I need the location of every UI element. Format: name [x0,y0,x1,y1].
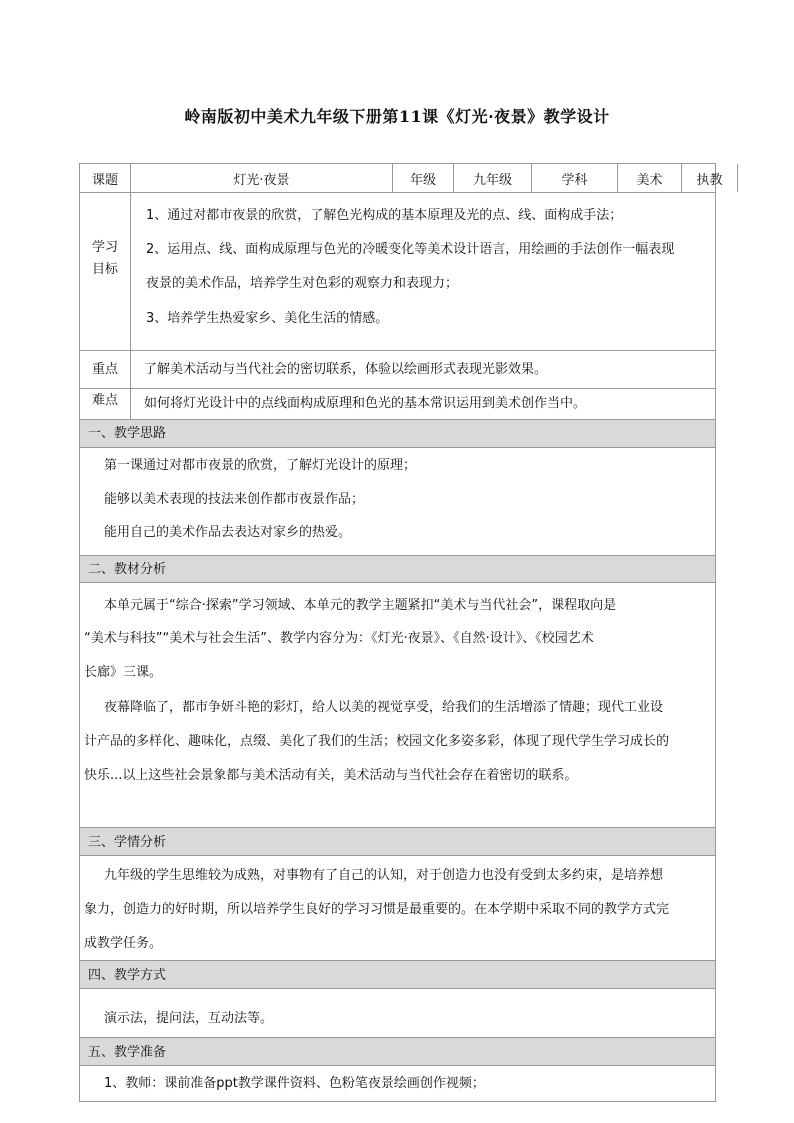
difficulty-label: 难点 [91,393,118,408]
section-2-line-3: 长廊》三课。 [84,665,163,680]
section-5-line-1: 1、教师：课前准备ppt教学课件资料、色粉笔夜景绘画创作视频； [104,1076,485,1091]
section-4-title: 四、教学方式 [88,968,167,983]
section-3-header [80,828,715,856]
section-3-title: 三、学情分析 [88,835,167,850]
key-point-label: 重点 [91,362,118,377]
section-1-line-2: 能够以美术表现的技法来创作都市夜景作品； [104,492,365,507]
document-title: 岭南版初中美术九年级下册第11课《灯光·夜景》教学设计 [184,107,610,126]
objectives-row [80,193,715,351]
section-1-line-1: 第一课通过对都市夜景的欣赏，了解灯光设计的原理； [104,458,417,473]
objective-2-cont: 夜景的美术作品，培养学生对色彩的观察力和表现力； [146,276,459,291]
key-point-row [80,351,715,389]
header-row [80,164,723,193]
section-4-line-1: 演示法，提问法，互动法等。 [104,1011,274,1026]
section-4-header [80,961,715,989]
section-2-line-5: 计产品的多样化、趣味化，点缀、美化了我们的生活；校园文化多姿多彩，体现了现代学生学习成长的 [84,734,670,749]
section-1-header [80,420,715,448]
subject-value: 美术 [618,164,682,192]
section-3-body [80,856,715,961]
key-point-text: 了解美术活动与当代社会的密切联系，体验以绘画形式表现光影效果。 [144,362,548,377]
section-2-line-2: “美术与科技”“美术与社会生活”、教学内容分为：《灯光·夜景》、《自然·设计》、《校园艺术 [84,631,594,646]
grade-value: 九年级 [454,164,532,192]
objective-3: 3、培养学生热爱家乡、美化生活的情感。 [146,311,389,326]
objectives-label: 学习 目标 [91,240,118,277]
section-4-body [80,989,715,1038]
section-5-header [80,1038,715,1066]
section-2-title: 二、教材分析 [88,562,167,577]
section-2-body [80,583,715,828]
course-label: 课题 [80,164,131,192]
section-3-line-2: 象力，创造力的好时期，所以培养学生良好的学习习惯是最重要的。在本学期中采取不同的教学方式完 [84,902,670,917]
section-1-title: 一、教学思路 [88,426,167,441]
lesson-plan-table [79,163,723,1102]
section-5-body [80,1066,715,1101]
section-3-line-3: 成教学任务。 [84,936,163,951]
section-1-line-3: 能用自己的美术作品去表达对家乡的热爱。 [104,525,352,540]
subject-label: 学科 [532,164,618,192]
objective-2: 2、运用点、线、面构成原理与色光的冷暖变化等美术设计语言，用绘画的手法创作一幅表现 [146,242,675,257]
section-1-body [80,448,715,556]
difficulty-row [80,389,715,420]
section-2-line-1: 本单元属于“综合·探索”学习领域、本单元的教学主题紧扣“美术与当代社会”，课程取向是 [104,598,617,613]
section-2-line-6: 快乐...以上这些社会景象都与美术活动有关，美术活动与当代社会存在着密切的联系。 [84,768,578,783]
section-5-title: 五、教学准备 [88,1045,167,1060]
grade-label: 年级 [393,164,454,192]
section-2-line-4: 夜幕降临了，都市争妍斗艳的彩灯，给人以美的视觉享受，给我们的生活增添了情趣；现代工业设 [104,700,664,715]
teacher-label: 执教 [682,164,738,192]
course-value: 灯光·夜景 [131,164,393,192]
section-3-line-1: 九年级的学生思维较为成熟，对事物有了自己的认知，对于创造力也没有受到太多约束，是培养想 [104,868,664,883]
section-2-header [80,556,715,583]
objective-1: 1、通过对都市夜景的欣赏，了解色光构成的基本原理及光的点、线、面构成手法； [146,208,623,223]
difficulty-text: 如何将灯光设计中的点线面构成原理和色光的基本常识运用到美术创作当中。 [144,396,587,411]
